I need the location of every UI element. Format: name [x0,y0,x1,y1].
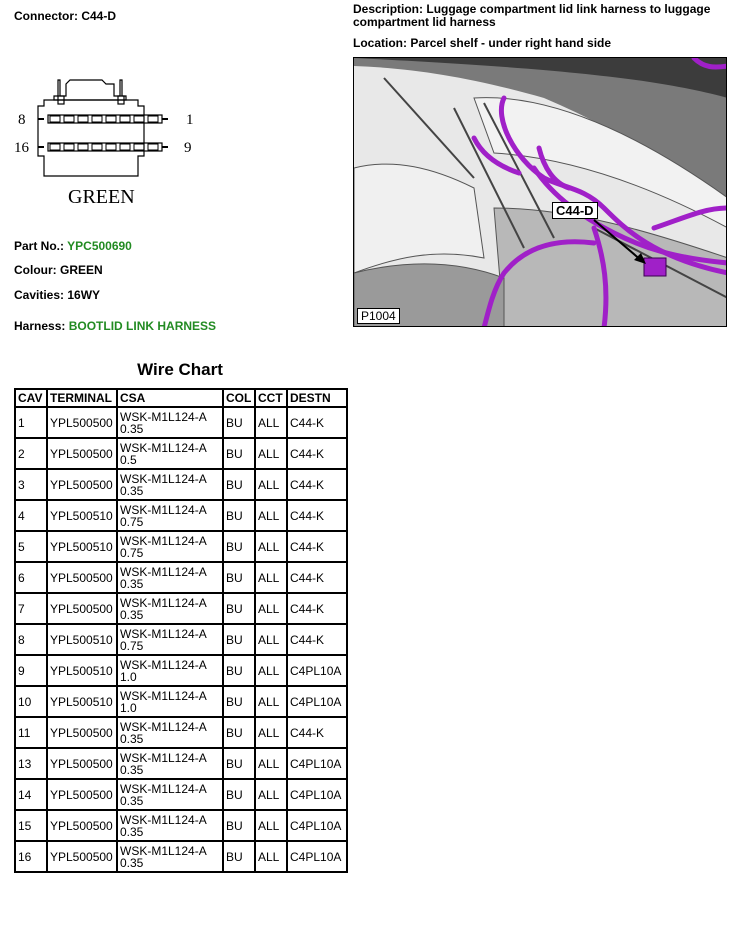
cell-csa [117,810,223,841]
cell-cav: 1 [15,407,47,438]
cell-cav: 14 [15,779,47,810]
csa-part: WSK-M1L124-A [120,564,207,579]
cell-col: BU [223,655,255,686]
colour-label: Colour: [14,263,57,277]
table-row [15,841,347,872]
csa-size: 0.35 [120,855,144,870]
cell-destn: C4PL10A [287,655,347,686]
wire-chart-body [15,407,347,872]
cell-cav: 2 [15,438,47,469]
connector-cavity [50,144,60,150]
pin-number-bottom-left: 16 [14,140,29,156]
csa-part: WSK-M1L124-A [120,843,207,858]
wire-chart-title: Wire Chart [137,360,223,379]
part-no-value: YPC500690 [67,239,132,253]
cell-csa [117,593,223,624]
cell-cct: ALL [255,624,287,655]
table-row [15,593,347,624]
cell-csa [117,438,223,469]
csa-size: 0.35 [120,762,144,777]
connector-cavity [106,144,116,150]
connector-cavity [64,116,74,122]
harness-line [14,319,216,333]
csa-part: WSK-M1L124-A [120,719,207,734]
csa-part: WSK-M1L124-A [120,781,207,796]
cell-col: BU [223,624,255,655]
cell-cav: 13 [15,748,47,779]
table-row [15,562,347,593]
cell-cav: 16 [15,841,47,872]
cell-col: BU [223,469,255,500]
cell-cct: ALL [255,593,287,624]
location-photo [353,57,727,327]
cell-cct: ALL [255,655,287,686]
cell-cct: ALL [255,469,287,500]
cell-destn: C4PL10A [287,841,347,872]
column-header-destn: DESTN [287,389,347,407]
cell-terminal: YPL500510 [47,531,117,562]
csa-size: 0.75 [120,545,144,560]
cell-col: BU [223,717,255,748]
column-header-terminal: TERMINAL [47,389,117,407]
connector-cavity [78,144,88,150]
cell-destn: C44-K [287,562,347,593]
cell-col: BU [223,686,255,717]
connector-cavity [148,116,158,122]
cell-destn: C44-K [287,407,347,438]
cell-terminal: YPL500500 [47,407,117,438]
cell-destn: C44-K [287,624,347,655]
csa-size: 0.35 [120,731,144,746]
cell-destn: C4PL10A [287,748,347,779]
cell-cct: ALL [255,438,287,469]
cell-cct: ALL [255,407,287,438]
connector-cavity [120,144,130,150]
csa-part: WSK-M1L124-A [120,657,207,672]
cell-col: BU [223,841,255,872]
cell-terminal: YPL500500 [47,593,117,624]
table-row [15,500,347,531]
table-row [15,655,347,686]
cell-terminal: YPL500510 [47,686,117,717]
table-row [15,407,347,438]
table-row [15,810,347,841]
csa-size: 0.35 [120,793,144,808]
cavities-line [14,288,100,302]
connector-cavity [148,144,158,150]
column-header-csa: CSA [117,389,223,407]
cell-terminal: YPL500510 [47,624,117,655]
connector-cavity [106,116,116,122]
cell-cct: ALL [255,686,287,717]
csa-part: WSK-M1L124-A [120,812,207,827]
cell-col: BU [223,531,255,562]
cell-destn: C4PL10A [287,810,347,841]
csa-size: 0.5 [120,452,137,467]
cell-terminal: YPL500500 [47,438,117,469]
table-row [15,686,347,717]
connector-cavity [92,116,102,122]
cell-terminal: YPL500510 [47,500,117,531]
cell-cct: ALL [255,717,287,748]
harness-value: BOOTLID LINK HARNESS [68,319,217,333]
cell-cav: 15 [15,810,47,841]
cell-destn: C44-K [287,500,347,531]
csa-size: 0.35 [120,483,144,498]
location-line [353,36,611,50]
connector-heading [14,9,116,23]
csa-part: WSK-M1L124-A [120,750,207,765]
cell-cav: 8 [15,624,47,655]
cell-col: BU [223,748,255,779]
cavities-label: Cavities: [14,288,65,302]
photo-callout-label: C44-D [552,202,598,219]
csa-size: 1.0 [120,700,137,715]
table-row [15,469,347,500]
connector-cavity [120,116,130,122]
cell-csa [117,500,223,531]
cell-terminal: YPL500500 [47,841,117,872]
cell-col: BU [223,810,255,841]
wire-chart-table [14,388,348,873]
cell-cct: ALL [255,531,287,562]
csa-size: 1.0 [120,669,137,684]
cell-col: BU [223,438,255,469]
table-row [15,624,347,655]
cell-csa [117,686,223,717]
cell-destn: C4PL10A [287,779,347,810]
csa-size: 0.75 [120,638,144,653]
cell-cct: ALL [255,748,287,779]
table-row [15,438,347,469]
connector-cavity [64,144,74,150]
cell-terminal: YPL500500 [47,748,117,779]
cell-cav: 7 [15,593,47,624]
cell-terminal: YPL500500 [47,562,117,593]
cell-csa [117,841,223,872]
csa-size: 0.35 [120,824,144,839]
csa-part: WSK-M1L124-A [120,471,207,486]
cell-cct: ALL [255,562,287,593]
description-label: Description: [353,2,424,16]
cell-destn: C44-K [287,531,347,562]
csa-part: WSK-M1L124-A [120,595,207,610]
cell-terminal: YPL500500 [47,810,117,841]
location-value: Parcel shelf - under right hand side [410,36,612,50]
cell-csa [117,407,223,438]
cell-cct: ALL [255,841,287,872]
cell-csa [117,748,223,779]
csa-size: 0.35 [120,607,144,622]
cell-col: BU [223,500,255,531]
cell-cav: 3 [15,469,47,500]
table-row [15,531,347,562]
connector-cavity [134,116,144,122]
part-no-label: Part No.: [14,239,65,253]
connector-cavity [134,144,144,150]
pin-number-bottom-right: 9 [184,140,192,156]
cell-terminal: YPL500510 [47,655,117,686]
pin-number-top-left: 8 [18,112,26,128]
cell-terminal: YPL500500 [47,779,117,810]
cell-cct: ALL [255,810,287,841]
column-header-col: COL [223,389,255,407]
cell-cct: ALL [255,500,287,531]
csa-part: WSK-M1L124-A [120,409,207,424]
cavities-value: 16WY [67,288,101,302]
cell-col: BU [223,779,255,810]
pin-number-top-right: 1 [186,112,194,128]
part-no-line [14,239,132,253]
cell-csa [117,655,223,686]
cell-col: BU [223,562,255,593]
column-header-cav: CAV [15,389,47,407]
cell-destn: C44-K [287,717,347,748]
cell-col: BU [223,593,255,624]
cell-cct: ALL [255,779,287,810]
cell-csa [117,469,223,500]
table-row [15,748,347,779]
description-block [353,3,738,29]
colour-line [14,263,103,277]
cell-cav: 9 [15,655,47,686]
vehicle-parcel-shelf-illustration [354,58,727,327]
csa-part: WSK-M1L124-A [120,533,207,548]
cell-cav: 5 [15,531,47,562]
cell-cav: 11 [15,717,47,748]
description-value: Luggage compartment lid link harness to luggage compartment lid harness [353,2,711,29]
connector-color-caption: GREEN [68,186,135,208]
cell-terminal: YPL500500 [47,469,117,500]
csa-size: 0.35 [120,576,144,591]
csa-size: 0.35 [120,421,144,436]
cell-destn: C4PL10A [287,686,347,717]
csa-part: WSK-M1L124-A [120,502,207,517]
cell-csa [117,531,223,562]
csa-part: WSK-M1L124-A [120,440,207,455]
connector-cavity [78,116,88,122]
table-row [15,717,347,748]
cell-cav: 6 [15,562,47,593]
csa-size: 0.75 [120,514,144,529]
cell-csa [117,779,223,810]
csa-part: WSK-M1L124-A [120,626,207,641]
wire-chart-header-row [15,389,347,407]
colour-value: GREEN [60,263,103,277]
cell-col: BU [223,407,255,438]
connector-id: C44-D [81,9,117,23]
cell-cav: 4 [15,500,47,531]
cell-destn: C44-K [287,593,347,624]
connector-cavity [50,116,60,122]
cell-csa [117,717,223,748]
cell-csa [117,562,223,593]
harness-label: Harness: [14,319,66,333]
cell-cav: 10 [15,686,47,717]
connector-cavity [92,144,102,150]
location-label: Location: [353,36,407,50]
cell-destn: C44-K [287,469,347,500]
column-header-cct: CCT [255,389,287,407]
cell-destn: C44-K [287,438,347,469]
cell-csa [117,624,223,655]
table-row [15,779,347,810]
connector-label: Connector: [14,9,78,23]
photo-id-label: P1004 [357,308,400,324]
csa-part: WSK-M1L124-A [120,688,207,703]
cell-terminal: YPL500500 [47,717,117,748]
